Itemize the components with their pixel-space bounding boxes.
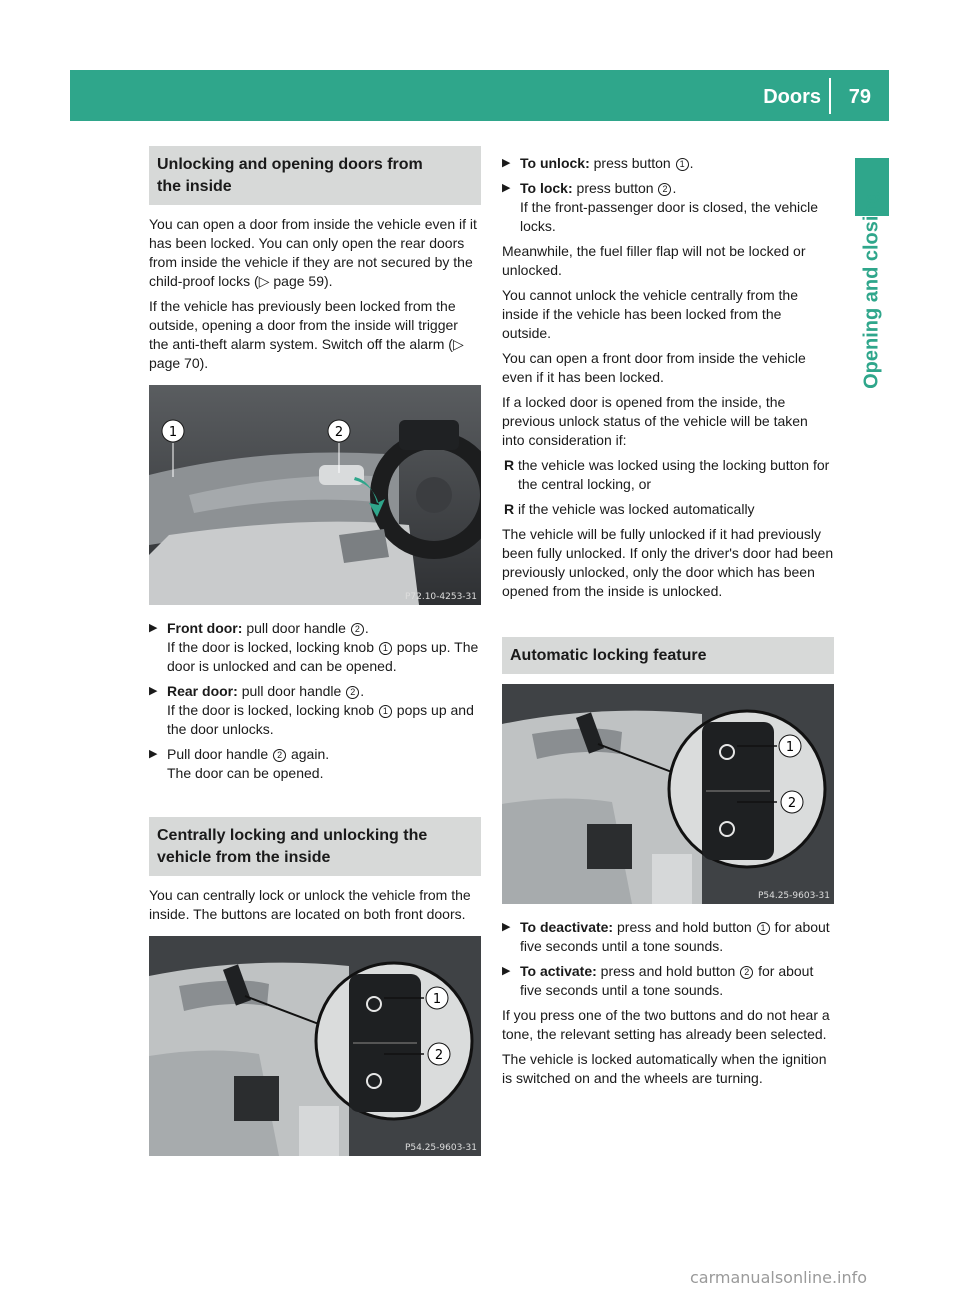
figure-code: P54.25-9603-31 [404,1143,477,1153]
page-ref-link[interactable]: page 70 [149,355,200,371]
section-title: Doors [763,86,821,108]
paragraph: You can centrally lock or unlock the vehicle from the inside. The buttons are located on both front doors. [149,887,471,922]
paragraph: Meanwhile, the fuel filler flap will not be locked or unlocked. [502,243,806,278]
marker-1: 1 [432,992,442,1007]
door-interior-illustration [149,385,481,605]
figure-central-lock-buttons [149,936,481,1156]
bullet-item: R if the vehicle was locked automatically [504,501,755,517]
right-column [502,154,834,1094]
heading-unlocking-inside: Unlocking and opening doors from the inside [149,146,481,205]
chapter-side-label: Opening and closing [860,191,883,389]
heading-central-locking: Centrally locking and unlocking the vehicle from the inside [149,817,481,876]
page-number: 79 [848,86,871,108]
paragraph: You can open a door from inside the vehicle even if it has been locked. You can only open the rear doors from inside the vehicle if they are not secured by the child-proof locks (▷ page 59). [149,216,477,289]
marker-1: 1 [168,425,178,440]
paragraph: You cannot unlock the vehicle centrally from the inside if the vehicle has been locked from the outside. [502,287,798,341]
paragraph: You can open a front door from inside the vehicle even if it has been locked. [502,350,806,385]
step-lock: ▶ To lock: press button 2 . If the front-passenger door is closed, the vehicle locks. [502,180,819,234]
marker-2: 2 [434,1048,444,1063]
auto-lock-illustration [502,684,834,904]
header-divider [829,78,831,114]
marker-2: 2 [787,796,797,811]
figure-door-handle [149,385,481,605]
figure-code: P54.25-9603-31 [757,891,830,901]
lock-buttons-illustration [149,936,481,1156]
paragraph: The vehicle is locked automatically when the ignition is switched on and the wheels are turning. [502,1051,827,1086]
figure-code: P72.10-4253-31 [404,592,477,602]
header-bar [70,70,889,121]
figure-auto-lock-buttons [502,684,834,904]
page-ref-link[interactable]: page 59 [273,273,324,289]
step-pull-handle: ▶ Pull door handle 2 again. The door can be opened. [149,746,330,781]
step-rear-door: ▶ Rear door: pull door handle 2 . If the door is locked, locking knob 1 pops up and the door unlocks. [149,683,474,737]
step-front-door: ▶ Front door: pull door handle 2 . If the door is locked, locking knob 1 pops up. The door is unlocked and can be opened. [149,620,479,674]
paragraph: If a locked door is opened from the inside, the previous unlock status of the vehicle will be taken into consideration if: [502,394,808,448]
step-activate: ▶ To activate: press and hold button 2 for about five seconds until a tone sounds. [502,963,814,998]
marker-2: 2 [334,425,344,440]
left-column [149,146,481,1170]
paragraph: The vehicle will be fully unlocked if it had previously been fully unlocked. If only the driver's door had been previously unlocked, only the door which has been opened from the inside is unlocked. [502,526,834,599]
bullet-item: R the vehicle was locked using the locking button for the central locking, or [504,457,830,492]
paragraph: If you press one of the two buttons and do not hear a tone, the relevant setting has already been selected. [502,1007,830,1042]
heading-automatic-locking: Automatic locking feature [502,637,834,674]
step-unlock: ▶ To unlock: press button 1 . [502,155,694,171]
marker-1: 1 [785,740,795,755]
footer-watermark: carmanualsonline.info [690,1268,868,1287]
paragraph: If the vehicle has previously been locked from the outside, opening a door from the inside will trigger the anti-theft alarm system. Switch off the alarm (▷ page 70). [149,298,464,371]
step-deactivate: ▶ To deactivate: press and hold button 1 for about five seconds until a tone sounds. [502,919,830,954]
